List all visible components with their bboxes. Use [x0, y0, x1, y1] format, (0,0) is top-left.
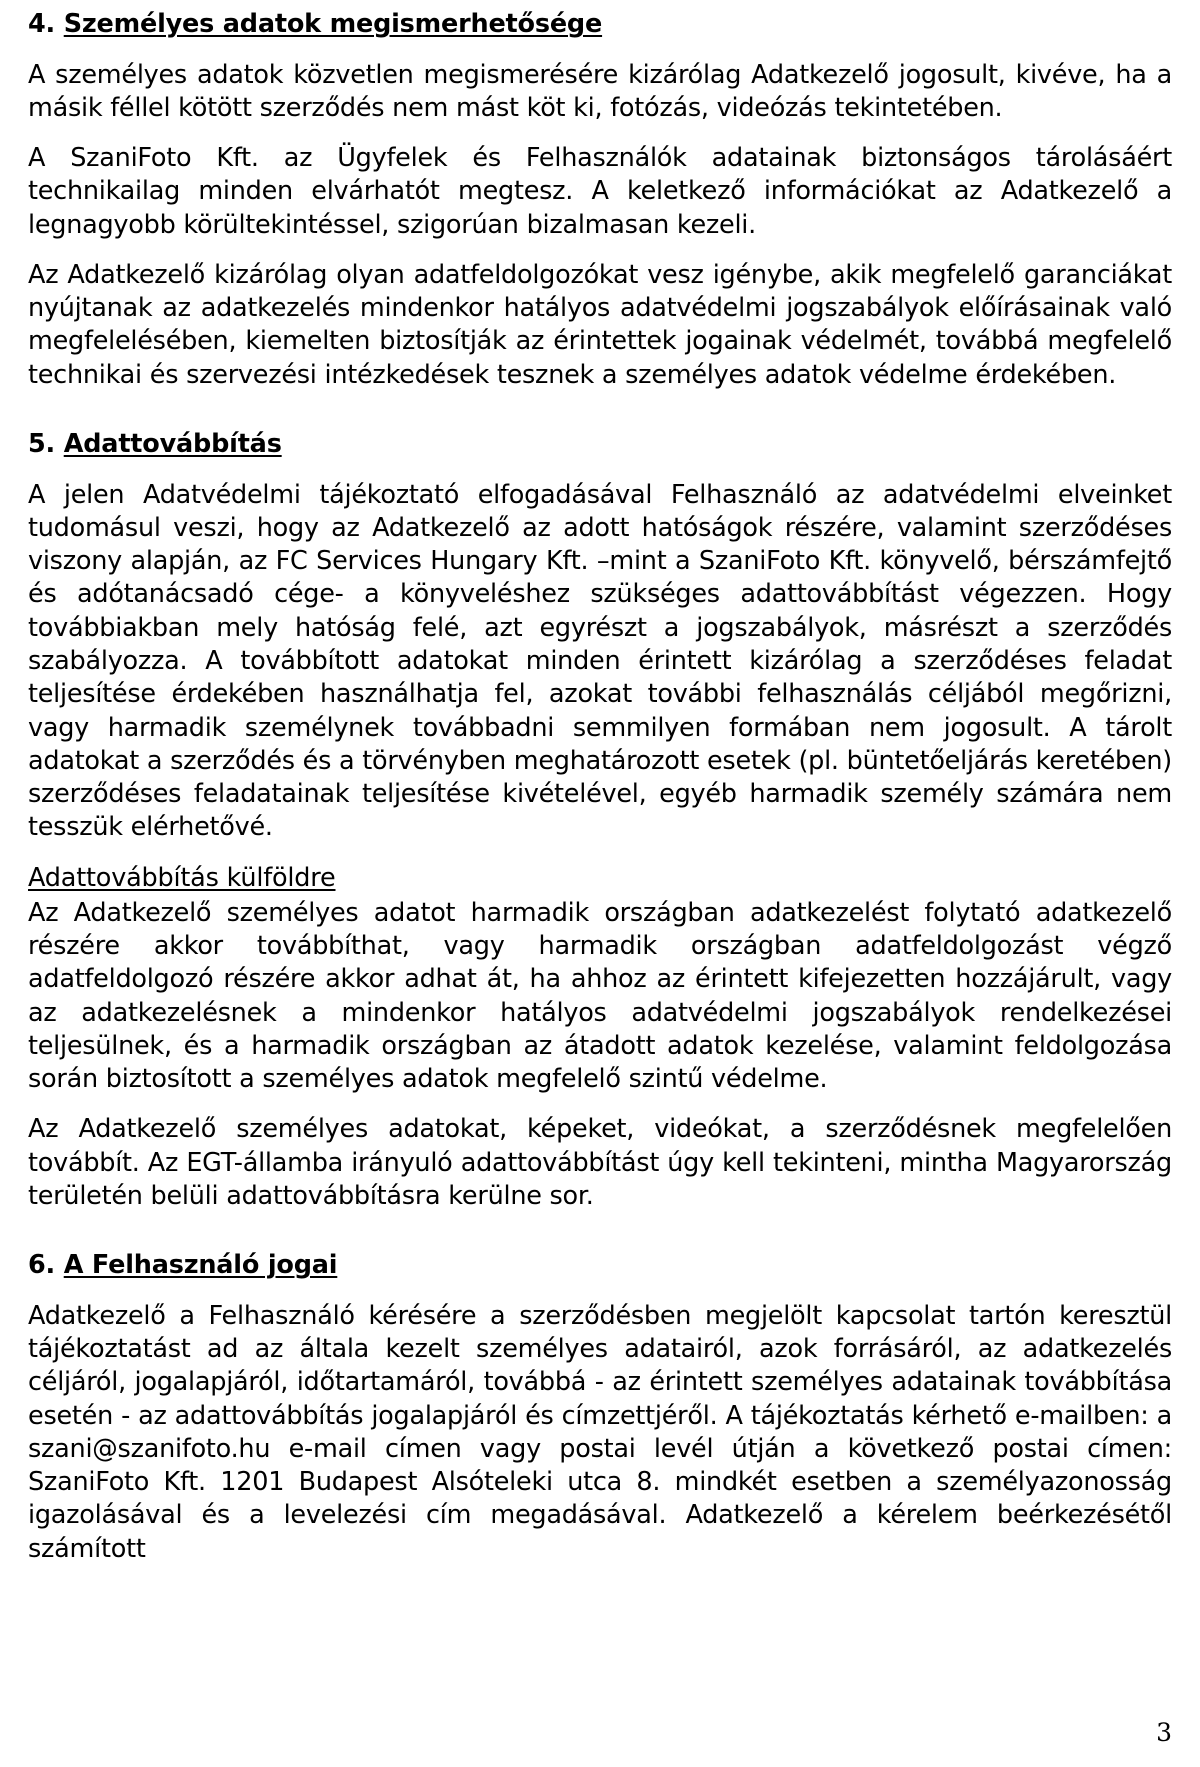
section-title-4: Személyes adatok megismerhetősége — [63, 9, 603, 39]
section-title-6: A Felhasználó jogai — [63, 1250, 338, 1281]
section-title-5: Adattovábbítás — [63, 429, 282, 460]
page-number: 3 — [1156, 1718, 1172, 1747]
paragraph-s6-p1: Adatkezelő a Felhasználó kérésére a szerződésben megjelölt kapcsolat tartón keresztül tájékoztatást ad az általa kezelt személyes adatairól, azok forrásáról, az adatkezelés céljáról, jogalapjáról, időtartamáról, továbbá - az érintett személyes adatainak továbbítása esetén - az adattovábbítás jogalapjáról és címzettjéről. A tájékoztatás kérhető e-mailben: a szani@szanifoto.hu e-mail címen vagy postai levél útján a következő postai címen: SzaniFoto Kft. 1201 Budapest Alsóteleki utca 8. mindkét esetben a személyazonosság igazolásával és a levelezési cím megadásával. Adatkezelő a kérelem beérkezésétől számított — [28, 1300, 1172, 1564]
section-heading-5 — [28, 428, 1172, 461]
paragraph-s5-sub1-p1: Az Adatkezelő személyes adatot harmadik országban adatkezelést folytató adatkezelő részére akkor továbbíthat, vagy harmadik országban adatfeldolgozást végző adatfeldolgozó részére akkor adhat át, ha ahhoz az érintett kifejezetten hozzájárult, vagy az adatkezelésnek a mindenkor hatályos adatvédelmi jogszabályok rendelkezései teljesülnek, és a harmadik országban az átadott adatok kezelése, valamint feldolgozása során biztosított a személyes adatok megfelelő szintű védelme. — [28, 897, 1172, 1095]
spacer — [28, 1213, 1172, 1249]
paragraph-s4-p2: A SzaniFoto Kft. az Ügyfelek és Felhasználók adatainak biztonságos tárolásáért technikailag minden elvárhatót megtesz. A keletkező információkat az Adatkezelő a legnagyobb körültekintéssel, szigorúan bizalmasan kezeli. — [28, 143, 1172, 240]
spacer — [28, 392, 1172, 428]
spacer — [28, 1096, 1172, 1113]
spacer — [28, 845, 1172, 862]
section-number-6: 6. — [28, 1250, 56, 1281]
paragraph-s5-p2: Az Adatkezelő személyes adatokat, képeket, videókat, a szerződésnek megfelelően továbbít. Az EGT-államba irányuló adattovábbítást úgy kell tekinteni, mintha Magyarország területén belüli adattovábbításra kerülne sor. — [28, 1114, 1172, 1211]
spacer — [28, 41, 1172, 59]
paragraph-s5-p1: A jelen Adatvédelmi tájékoztató elfogadásával Felhasználó az adatvédelmi elveinket tudomásul veszi, hogy az Adatkezelő az adott hatóságok részére, valamint szerződéses viszony alapján, az FC Services Hungary Kft. –mint a SzaniFoto Kft. könyvelő, bérszámfejtő és adótanácsadó cége- a könyveléshez szükséges adattovábbítást végezzen. Hogy továbbiakban mely hatóság felé, azt egyrészt a jogszabályok, másrészt a szerződés szabályozza. A továbbított adatokat minden érintett kizárólag a szerződéses feladat teljesítése érdekében használhatja fel, azokat további felhasználás céljából megőrizni, vagy harmadik személynek továbbadni semmilyen formában nem jogosult. A tárolt adatokat a szerződés és a törvényben meghatározott esetek (pl. büntetőeljárás keretében) szerződéses feladatainak teljesítése kivételével, egyéb harmadik személy számára nem tesszük elérhetővé. — [28, 479, 1172, 843]
section-number-4: 4. — [28, 9, 56, 39]
paragraph-s4-p1: A személyes adatok közvetlen megismerésére kizárólag Adatkezelő jogosult, kivéve, ha a másik féllel kötött szerződés nem mást köt ki, fotózás, videózás tekintetében. — [28, 59, 1172, 123]
section-heading-6 — [28, 1249, 1172, 1282]
spacer — [28, 125, 1172, 142]
document-body — [28, 8, 1172, 1566]
subsection-heading-adattovabbitas-kulfoldre: Adattovábbítás külföldre — [28, 862, 336, 893]
paragraph-s4-p3: Az Adatkezelő kizárólag olyan adatfeldolgozókat vesz igénybe, akik megfelelő garanciákat nyújtanak az adatkezelés mindenkor hatályos adatvédelmi jogszabályok előírásainak való megfelelésében, kiemelten biztosítják az érintettek jogainak védelmét, továbbá megfelelő technikai és szervezési intézkedések tesznek a személyes adatok védelme érdekében. — [28, 259, 1172, 390]
section-number-5: 5. — [28, 429, 56, 460]
spacer — [28, 461, 1172, 479]
spacer — [28, 242, 1172, 259]
section-heading-4 — [28, 8, 1172, 41]
spacer — [28, 1282, 1172, 1300]
